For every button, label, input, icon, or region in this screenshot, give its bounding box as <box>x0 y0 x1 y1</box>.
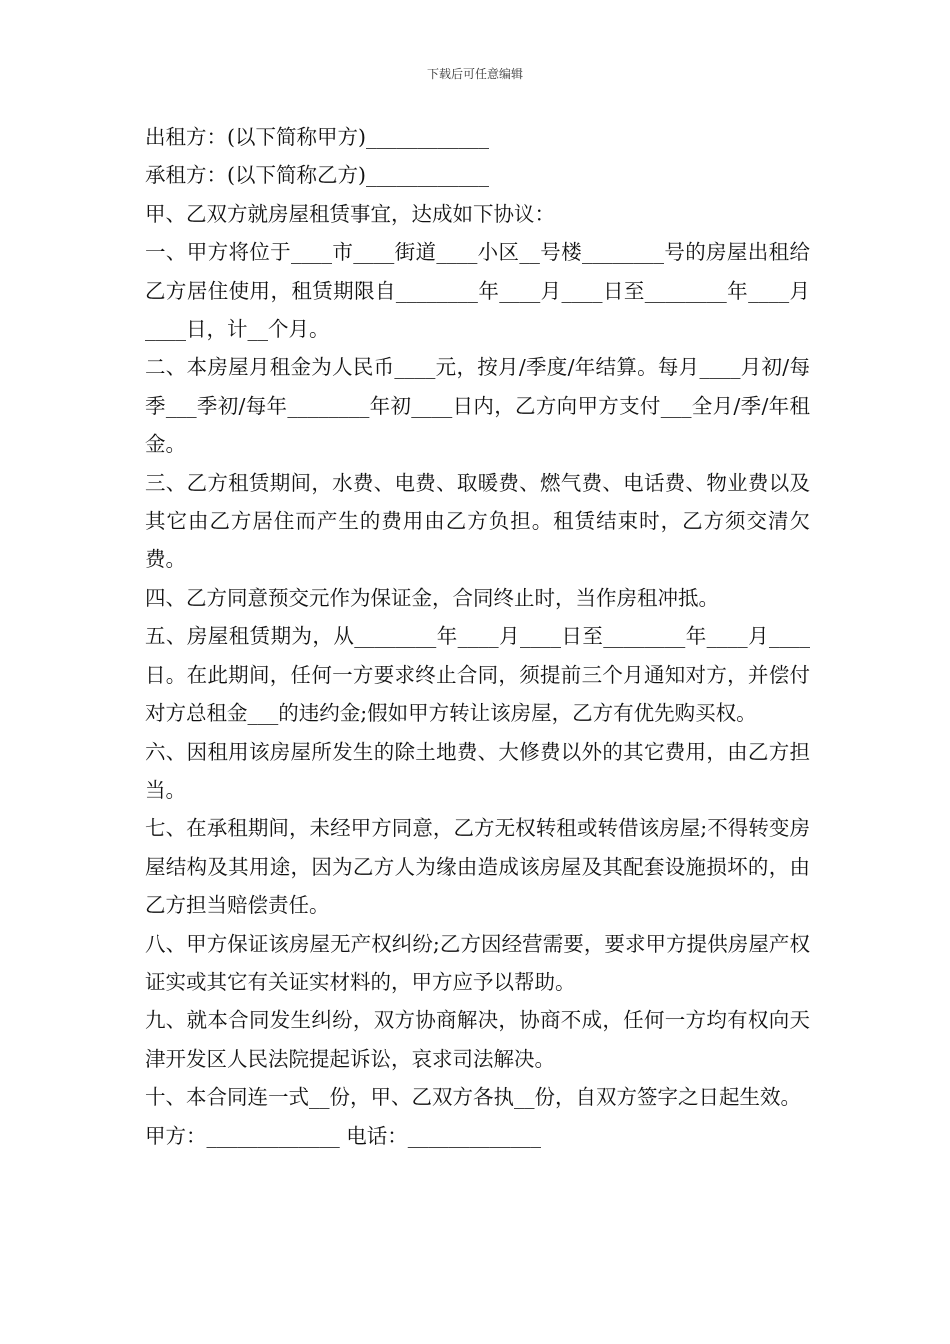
clause-10: 十、本合同连一式__份，甲、乙双方各执__份，自双方签字之日起生效。 <box>145 1085 801 1110</box>
clause-9: 九、就本合同发生纠纷，双方协商解决，协商不成，任何一方均有权向天津开发区人民法院提起诉讼，哀求司法解决。 <box>145 1008 810 1071</box>
clause-7: 七、在承租期间，未经甲方同意，乙方无权转租或转借该房屋;不得转变房屋结构及其用途，因为乙方人为缘由造成该房屋及其配套设施损坏的，由乙方担当赔偿责任。 <box>145 816 810 918</box>
clause-5: 五、房屋租赁期为，从________年____月____日至________年____月____日。在此期间，任何一方要求终止合同，须提前三个月通知对方，并偿付对方总租金___的违约金;假如甲方转让该房屋，乙方有优先购买权。 <box>145 624 810 726</box>
signature-line: 甲方：_____________ 电话：_____________ <box>145 1123 542 1148</box>
clause-lessor: 出租方：(以下简称甲方)____________ <box>145 125 489 149</box>
clause-8: 八、甲方保证该房屋无产权纠纷;乙方因经营需要，要求甲方提供房屋产权证实或其它有关证实材料的，甲方应予以帮助。 <box>145 931 810 994</box>
page-header: 下载后可任意编辑 <box>426 67 523 81</box>
clause-2: 二、本房屋月租金为人民币____元，按月/季度/年结算。每月____月初/每季___季初/每年________年初____日内，乙方向甲方支付___全月/季/年租金。 <box>145 355 810 457</box>
clause-lessee: 承租方：(以下简称乙方)____________ <box>145 163 489 188</box>
contract-body <box>145 118 810 1155</box>
clause-6: 六、因租用该房屋所发生的除土地费、大修费以外的其它费用，由乙方担当。 <box>145 739 810 802</box>
clause-1: 一、甲方将位于____市____街道____小区__号楼________号的房屋出租给乙方居住使用，租赁期限自________年____月____日至________年____月____日，计__个月。 <box>145 240 810 342</box>
clause-4: 四、乙方同意预交元作为保证金，合同终止时，当作房租冲抵。 <box>145 585 719 610</box>
clause-intro: 甲、乙双方就房屋租赁事宜，达成如下协议： <box>145 201 555 226</box>
clause-3: 三、乙方租赁期间，水费、电费、取暖费、燃气费、电话费、物业费以及其它由乙方居住而产生的费用由乙方负担。租赁结束时，乙方须交清欠费。 <box>145 470 810 572</box>
